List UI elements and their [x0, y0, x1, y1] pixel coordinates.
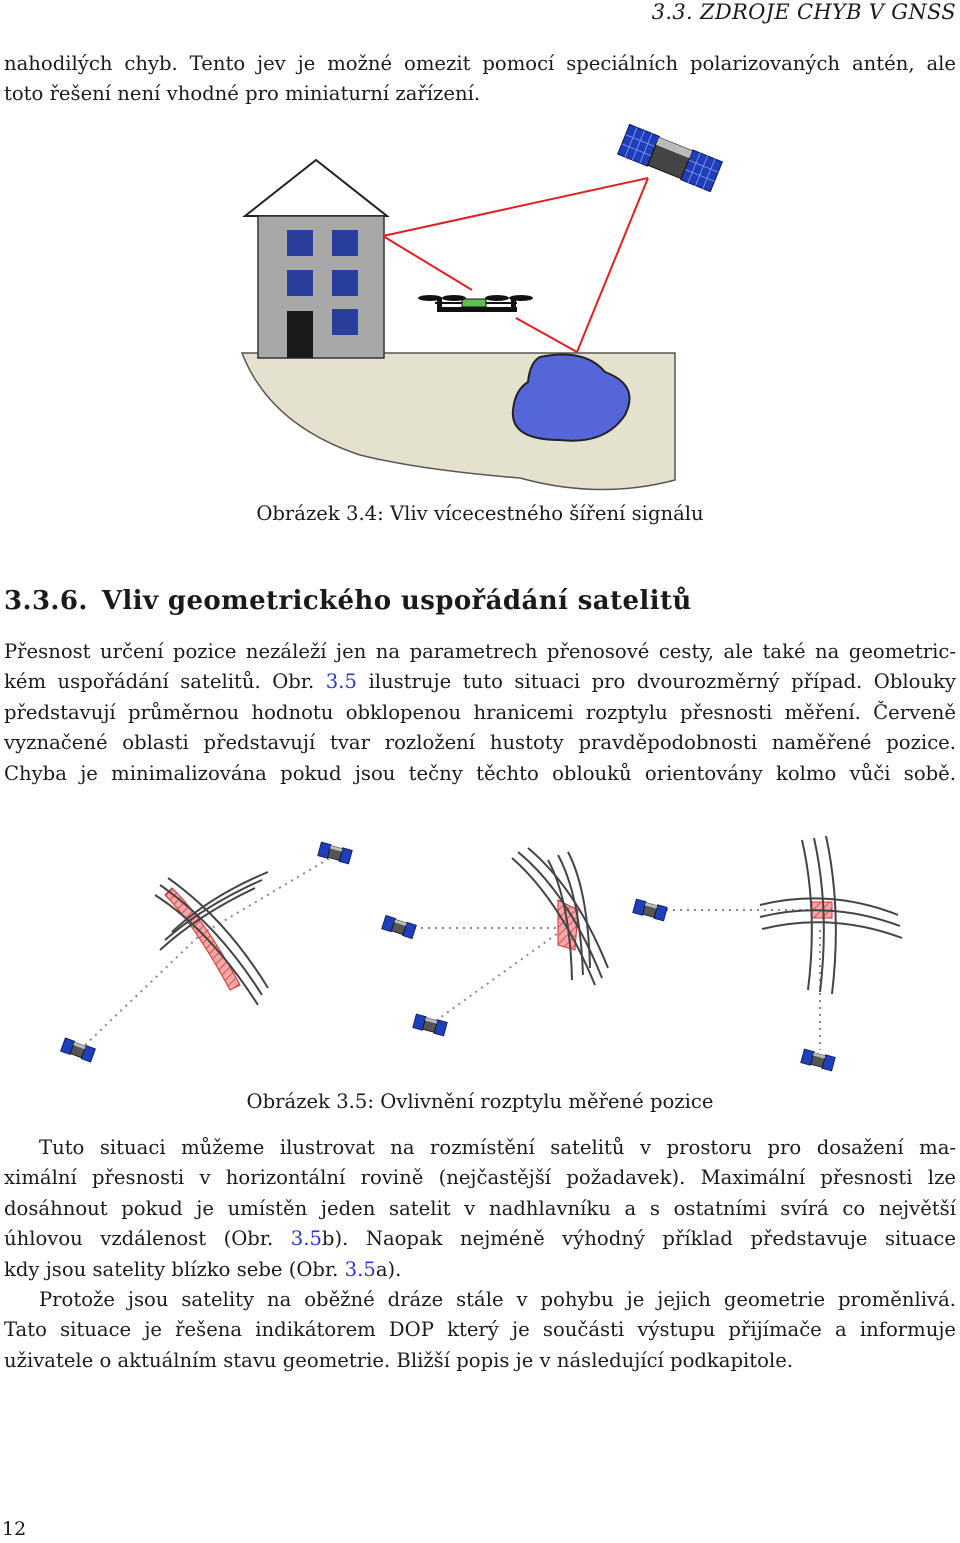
text-line: [4, 1224, 956, 1254]
satellite-icon: [633, 899, 668, 921]
text-fragment: ilustruje tuto situaci pro dvourozměrný případ. Oblouky: [368, 670, 957, 694]
section-heading: [4, 586, 692, 616]
text-fragment: b). Naopak nejméně výhodný příklad představuje situace: [321, 1227, 957, 1251]
satellite-icon: [382, 915, 417, 938]
paragraph: [4, 1133, 956, 1285]
text-line: Tuto situaci můžeme ilustrovat na rozmístění satelitů v prostoru pro dosažení ma-: [39, 1136, 956, 1159]
signal-paths: [383, 178, 648, 352]
section-number: 3.3.6.: [4, 586, 88, 616]
running-head: 3.3. ZDROJE CHYB V GNSS: [651, 0, 956, 24]
text-fragment: kém uspořádání satelitů. Obr.: [4, 670, 315, 694]
geometry-panel-c: [633, 836, 902, 1071]
figure-link[interactable]: 3.5: [344, 1257, 376, 1281]
text-fragment: a).: [375, 1257, 402, 1281]
figure-caption: Obrázek 3.4: Vliv vícecestného šíření signálu: [256, 502, 704, 525]
satellite-icon: [318, 842, 353, 864]
text-fragment: úhlovou vzdálenost (Obr.: [4, 1227, 274, 1251]
satellite-icon: [801, 1049, 836, 1071]
text-line: uživatele o aktuálním stavu geometrie. Bližší popis je v následující podkapitole.: [4, 1348, 794, 1372]
page-number: 12: [2, 1518, 27, 1540]
drone-icon: [418, 295, 533, 312]
text-line: vyznačené oblasti představují tvar rozložení hustoty pravděpodobnosti naměřené pozice.: [4, 731, 956, 755]
text-line: dosáhnout pokud je umístěn jeden satelit v nadhlavníku a s ostatními svírá co největší: [4, 1196, 956, 1220]
paragraph: [4, 1285, 956, 1376]
geometry-panel-b: [382, 848, 608, 1036]
house-icon: [245, 160, 387, 358]
text-line: Protože jsou satelity na oběžné dráze stále v pohybu je jejich geometrie proměnlivá.: [39, 1288, 956, 1311]
multipath-figure: [230, 118, 730, 498]
figure-caption: Obrázek 3.5: Ovlivnění rozptylu měřené pozice: [246, 1090, 714, 1113]
text-line: Tato situace je řešena indikátorem DOP který je součásti výstupu přijímače a informuje: [4, 1318, 956, 1342]
text-line: představují průměrnou hodnotu obklopenou hranicemi rozptylu přesnosti měření. Červeně: [4, 700, 956, 724]
satellite-icon: [61, 1038, 96, 1062]
geometry-panel-a: [61, 842, 353, 1062]
intro-paragraph: [4, 49, 956, 110]
text-line: Chyba je minimalizována pokud jsou tečny těchto oblouků orientovány kolmo vůči sobě.: [4, 761, 956, 785]
text-line: toto řešení není vhodné pro miniaturní zařízení.: [4, 82, 481, 106]
paragraph: [4, 637, 956, 789]
text-line: Přesnost určení pozice nezáleží jen na parametrech přenosové cesty, ale také na geometric-: [4, 640, 956, 663]
text-line: [4, 667, 956, 697]
figure-link[interactable]: 3.5: [325, 670, 357, 694]
text-line: nahodilých chyb. Tento jev je možné omezit pomocí speciálních polarizovaných antén, ale: [4, 52, 956, 75]
figure-link[interactable]: 3.5: [290, 1227, 322, 1251]
text-line: ximální přesnosti v horizontální rovině (nejčastější požadavek). Maximální přesnosti lze: [4, 1166, 956, 1190]
section-title: Vliv geometrického uspořádání satelitů: [101, 586, 692, 616]
text-line: [4, 1255, 956, 1285]
geometry-figure: [0, 820, 960, 1080]
text-fragment: kdy jsou satelity blízko sebe (Obr.: [4, 1257, 339, 1281]
